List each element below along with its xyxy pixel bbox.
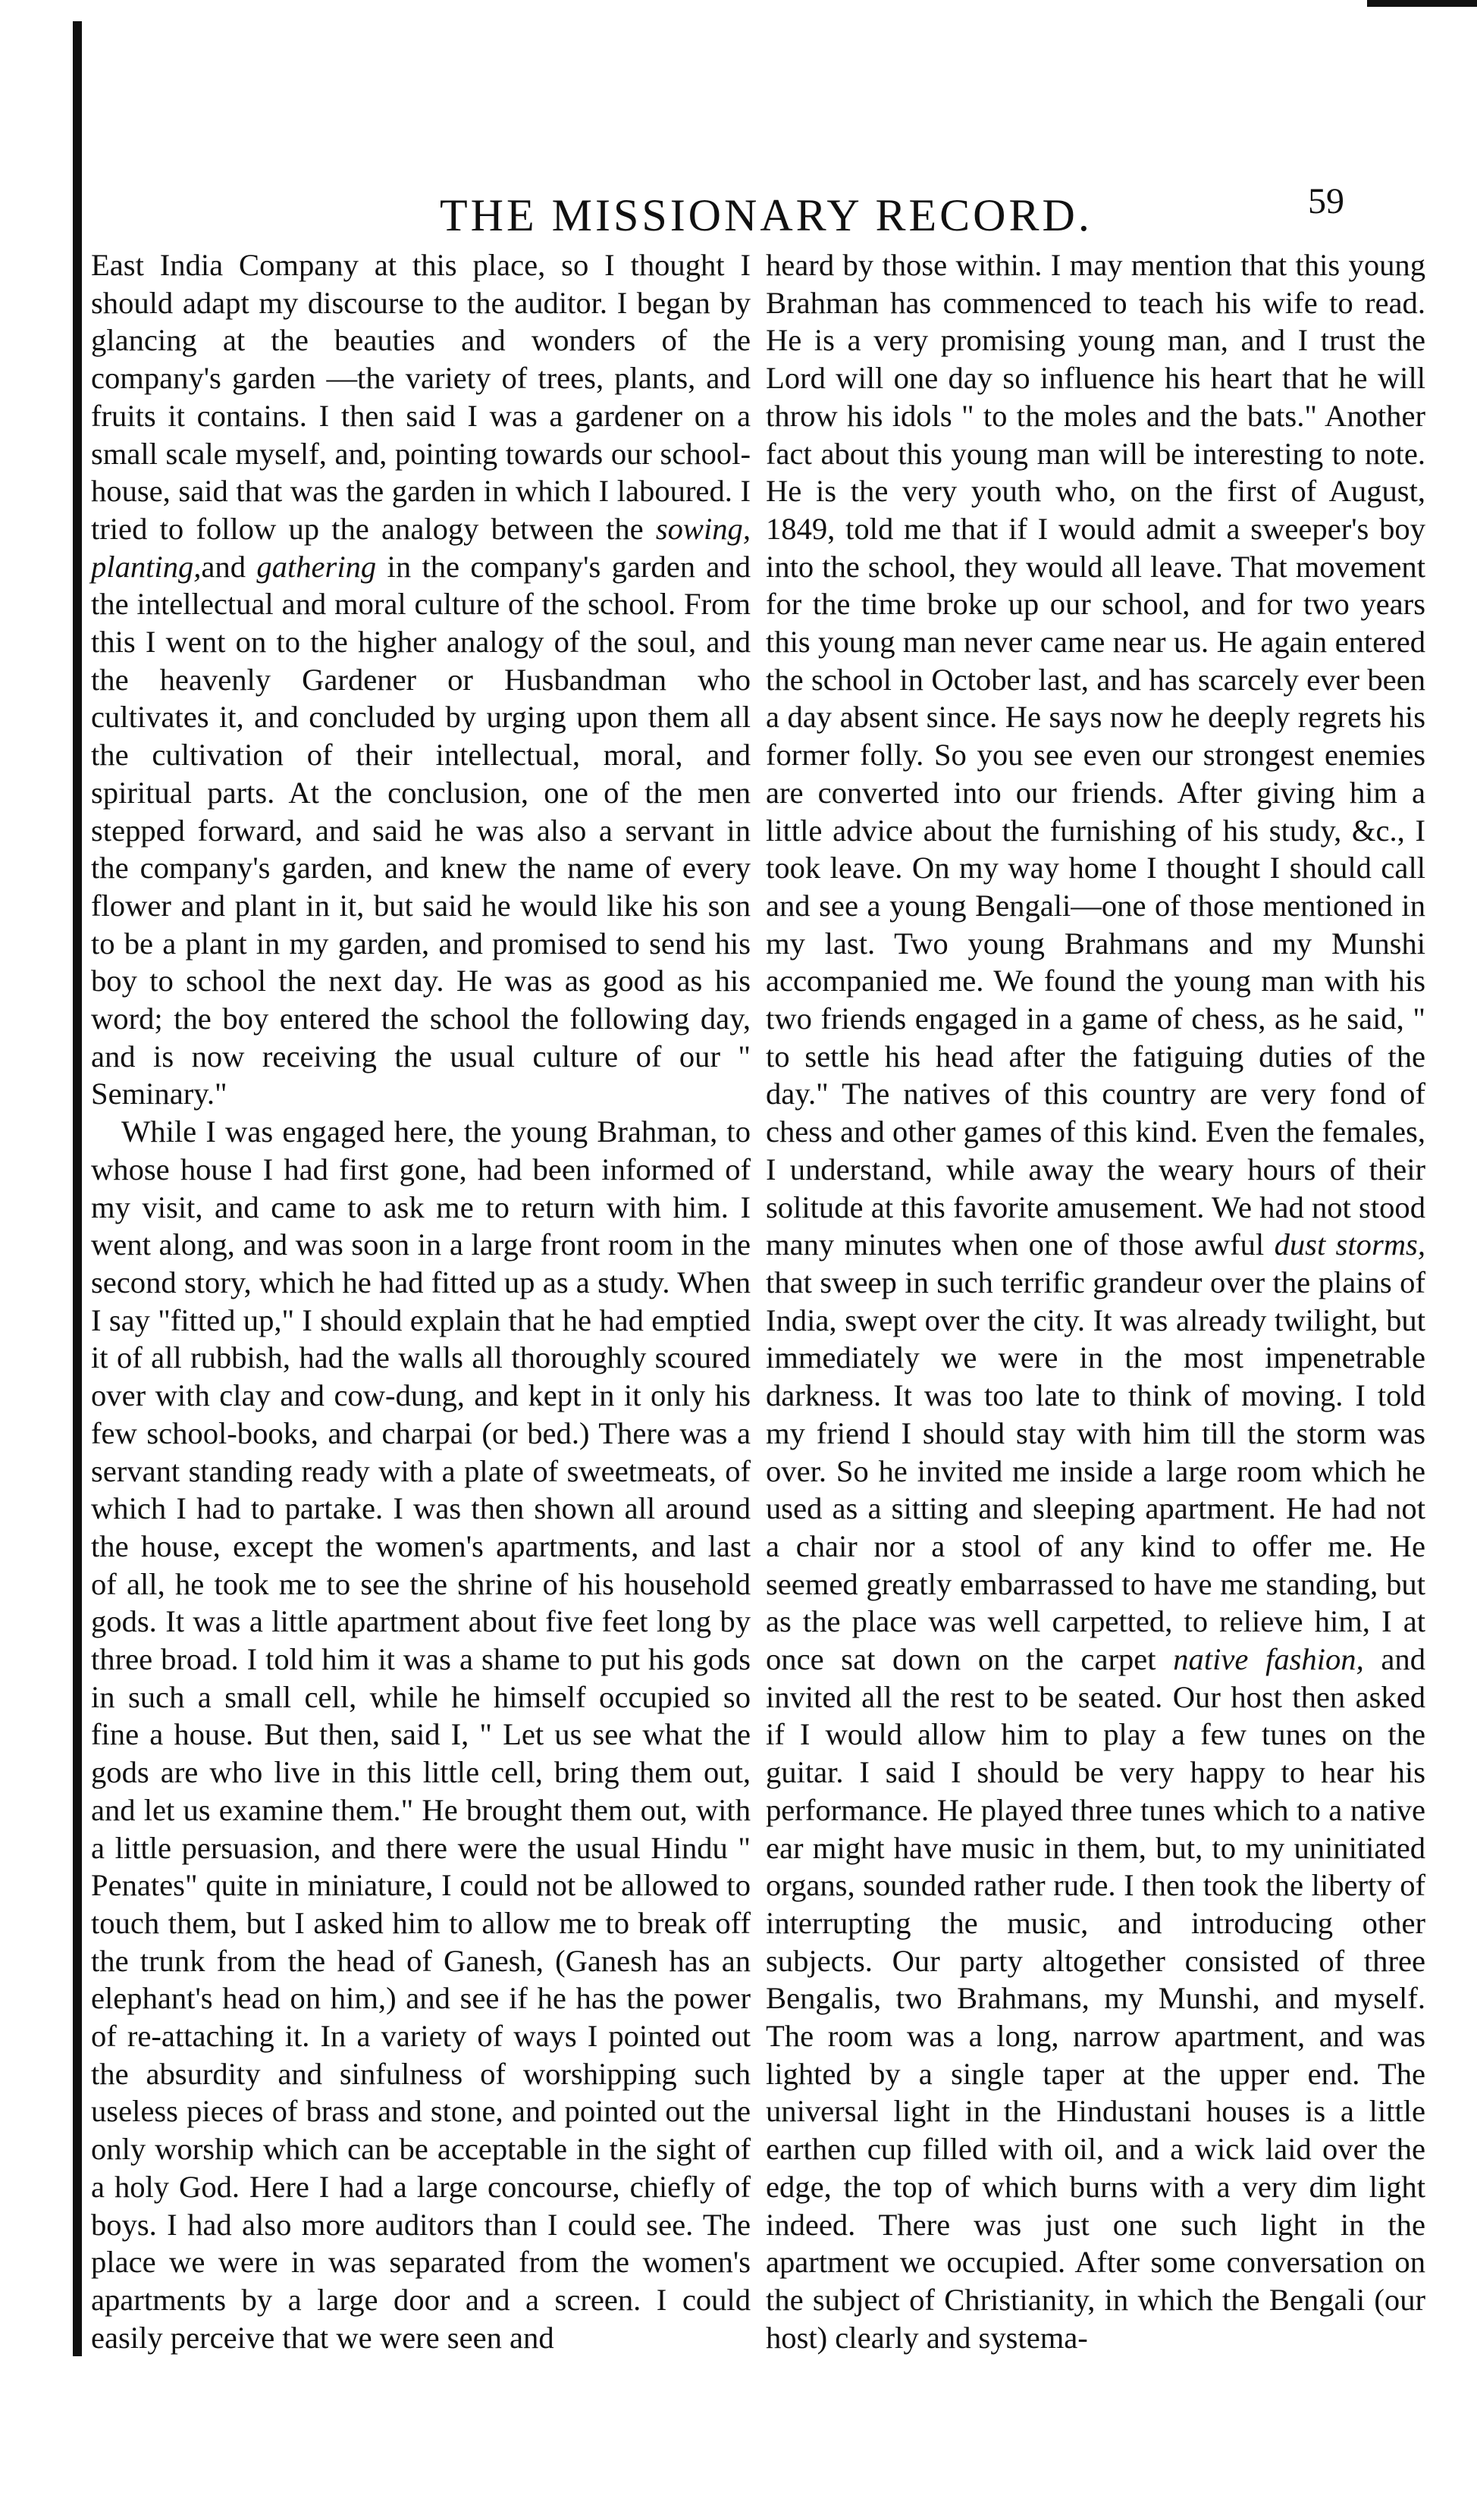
italic-run: dust storms, bbox=[1274, 1227, 1425, 1262]
italic-run: native fashion, bbox=[1173, 1642, 1364, 1677]
text-run: in the company's garden and the intellectual and moral culture of the school. From this I went on to the higher analogy of the soul, and the heavenly Gardener or Husbandman who cultivates it, and concluded by urging upon them all the cultivation of their intellectual, moral, and spiritual parts. At the conclusion, one of the men stepped forward, and said he was also a servant in the company's garden, and knew the name of every flower and plant in it, but said he would like his son to be a plant in my garden, and promised to send his boy to school the next day. He was as good as his word; the boy entered the school the following day, and is now receiving the usual culture of our " Seminary." bbox=[91, 549, 751, 1111]
text-run: that sweep in such terrific grandeur over the plains of India, swept over the city. It was already twilight, but immediately we were in the most impenetrable darkness. It was too late to think of moving. I told my friend I should stay with him till the storm was over. So he invited me inside a large room which he used as a sitting and sleeping apartment. He had not a chair nor a stool of any kind to offer me. He seemed greatly embarrassed to have me standing, but as the place was well carpetted, to relieve him, I at once sat down on the carpet bbox=[766, 1265, 1425, 1677]
text-run: and bbox=[201, 549, 257, 584]
text-run: heard by those within. I may mention that this young Brahman has commenced to teach his wife to read. He is a very promising young man, and I trust the Lord will one day so influence his heart that he will throw his idols " to the moles and the bats." Another fact about this young man will be interesting to note. He is the very youth who, on the first of August, 1849, told me that if I would admit a sweeper's boy into the school, they would all leave. That movement for the time broke up our school, and for two years this young man never came near us. He again entered the school in October last, and has scarcely ever been a day absent since. He says now he deeply regrets his former folly. So you see even our strongest enemies are converted into our friends. After giving him a little advice about the furnishing of his study, &c., I took leave. On my way home I thought I should call and see a young Bengali—one of those mentioned in my last. Two young Brahmans and my Munshi accompanied me. We found the young man with his two friends engaged in a game of chess, as he said, " to settle his head after the fatiguing duties of the day." The natives of this country are very fond of chess and other games of this kind. Even the females, I understand, while away the weary hours of their solitude at this favorite amusement. We had not stood many minutes when one of those awful bbox=[766, 248, 1425, 1262]
top-edge-rule bbox=[1367, 0, 1477, 7]
paragraph-garden-discourse bbox=[91, 246, 751, 1113]
paragraph-brahman-visit: While I was engaged here, the young Brahman, to whose house I had first gone, had been informed of my visit, and came to ask me to return with him. I went along, and was soon in a large front room in the second story, which he had fitted up as a study. When I say "fitted up," I should explain that he had emptied it of all rubbish, had the walls all thoroughly scoured over with clay and cow-dung, and kept in it only his few school-books, and charpai (or bed.) There was a servant standing ready with a plate of sweetmeats, of which I had to partake. I was then shown all around the house, except the women's apartments, and last of all, he took me to see the shrine of his household gods. It was a little apartment about five feet long by three broad. I told him it was a shame to put his gods in such a small cell, while he himself occupied so fine a house. But then, said I, " Let us see what the gods are who live in this little cell, bring them out, and let us examine them." He brought them out, with a little persuasion, and there were the usual Hindu " Penates" quite in miniature, I could not be allowed to touch them, but I asked him to allow me to break off the trunk from the head of Ganesh, (Ganesh has an elephant's head on him,) and see if he has the power of re-attaching it. In a variety of ways I pointed out the absurdity and sinfulness of worshipping such useless pieces of brass and stone, and pointed out the only worship which can be acceptable in the sight of a holy God. Here I had a large concourse, chiefly of boys. I had also more auditors than I could see. The place we were in was separated from the women's apartments by a large door and a screen. I could easily perceive that we were seen and bbox=[91, 1114, 751, 2355]
italic-run: sowing, planting, bbox=[91, 511, 751, 584]
page-number: 59 bbox=[1308, 181, 1344, 221]
left-column bbox=[91, 246, 751, 2506]
right-column bbox=[766, 246, 1425, 2506]
page-binding-rule bbox=[73, 21, 82, 2356]
page-header bbox=[91, 176, 1456, 244]
running-title: THE MISSIONARY RECORD. bbox=[440, 190, 1093, 240]
paragraph-continuation bbox=[766, 246, 1425, 2356]
italic-run: gathering bbox=[256, 549, 377, 584]
text-run: and invited all the rest to be seated. Our host then asked if I would allow him to play a few tunes on the guitar. I said I should be very happy to hear his performance. He played three tunes which to a native ear might have music in them, but, to my uninitiated organs, sounded rather rude. I then took the liberty of interrupting the music, and introducing other subjects. Our party altogether consisted of three Bengalis, two Brahmans, my Munshi, and myself. The room was a long, narrow apartment, and was lighted by a single taper at the upper end. The universal light in the Hindustani houses is a little earthen cup filled with oil, and a wick laid over the edge, the top of which burns with a very dim light indeed. There was just one such light in the apartment we occupied. After some conversation on the subject of Christianity, in which the Bengali (our host) clearly and systema- bbox=[766, 1642, 1425, 2355]
text-run: East India Company at this place, so I thought I should adapt my discourse to the auditor. I began by glancing at the beauties and wonders of the company's garden —the variety of trees, plants, and fruits it contains. I then said I was a gardener on a small scale myself, and, pointing towards our school-house, said that was the garden in which I laboured. I tried to follow up the analogy between the bbox=[91, 248, 751, 546]
